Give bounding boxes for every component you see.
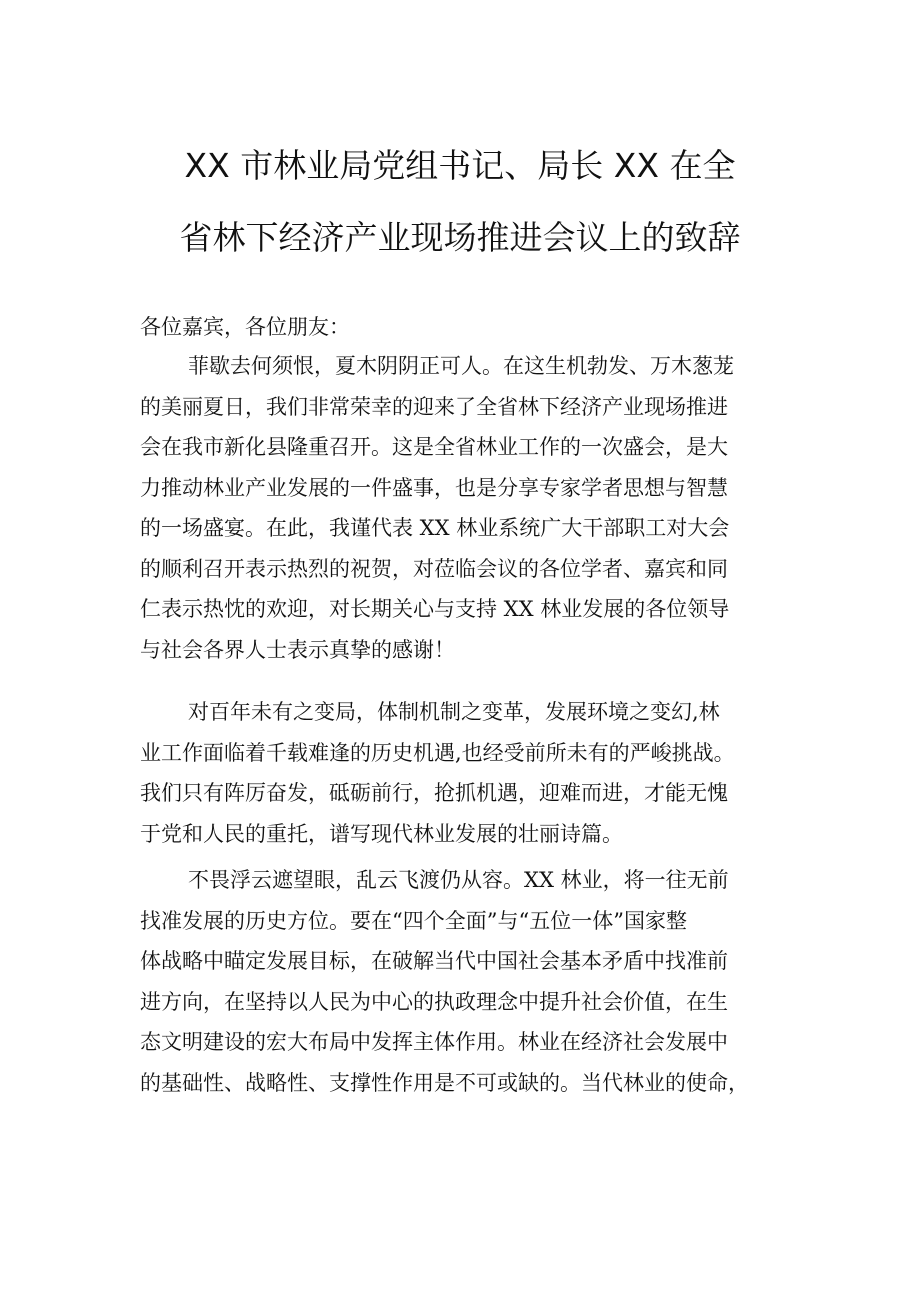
paragraph-line: 进方向，在坚持以人民为中心的执政理念中提升社会价值，在生 <box>140 989 728 1014</box>
paragraph-line: 我们只有阵厉奋发，砥砺前行，抢抓机遇，迎难而进，才能无愧 <box>140 781 728 805</box>
paragraph-line: 的一场盛宴。在此，我谨代表 XX 林业系统广大干部职工对大会 <box>140 516 730 540</box>
paragraph-line: 菲歇去何须恨，夏木阴阴正可人。在这生机勃发、万木葱茏 <box>188 354 734 378</box>
paragraph-line: 仁表示热忱的欢迎，对长期关心与支持 XX 林业发展的各位领导 <box>140 597 730 621</box>
paragraph-line: 不畏浮云遮望眼，乱云飞渡仍从容。XX 林业，将一往无前 <box>188 868 729 892</box>
document-title-line-1: XX 市林业局党组书记、局长 XX 在全 <box>184 146 736 185</box>
paragraph-line: 态文明建设的宏大布局中发挥主体作用。林业在经济社会发展中 <box>140 1030 728 1054</box>
document-title-line-2: 省林下经济产业现场推进会议上的致辞 <box>179 218 741 257</box>
paragraph-line: 与社会各界人士表示真挚的感谢！ <box>140 637 455 662</box>
paragraph-1 <box>140 346 790 670</box>
paragraph-line: 会在我市新化县隆重召开。这是全省林业工作的一次盛会，是大 <box>140 435 728 459</box>
paragraph-line: 找准发展的历史方位。要在“四个全面”与“五位一体”国家整 <box>140 908 687 933</box>
paragraph-3 <box>140 860 790 1103</box>
paragraph-line: 于党和人民的重托，谱写现代林业发展的壮丽诗篇。 <box>140 821 623 846</box>
paragraph-line: 的美丽夏日，我们非常荣幸的迎来了全省林下经济产业现场推进 <box>140 394 728 419</box>
paragraph-line: 的基础性、战略性、支撑性作用是不可或缺的。当代林业的使命， <box>140 1070 749 1095</box>
paragraph-line: 力推动林业产业发展的一件盛事，也是分享专家学者思想与智慧 <box>140 475 728 500</box>
paragraph-line: 业工作面临着千载难逢的历史机遇,也经受前所未有的严峻挑战。 <box>140 740 735 765</box>
salutation: 各位嘉宾，各位朋友： <box>140 315 350 339</box>
paragraph-line: 对百年未有之变局，体制机制之变革，发展环境之变幻,林 <box>188 700 720 724</box>
paragraph-2 <box>140 692 790 854</box>
paragraph-line: 的顺利召开表示热烈的祝贺，对莅临会议的各位学者、嘉宾和同 <box>140 556 728 581</box>
paragraph-line: 体战略中瞄定发展目标，在破解当代中国社会基本矛盾中找准前 <box>140 949 728 973</box>
